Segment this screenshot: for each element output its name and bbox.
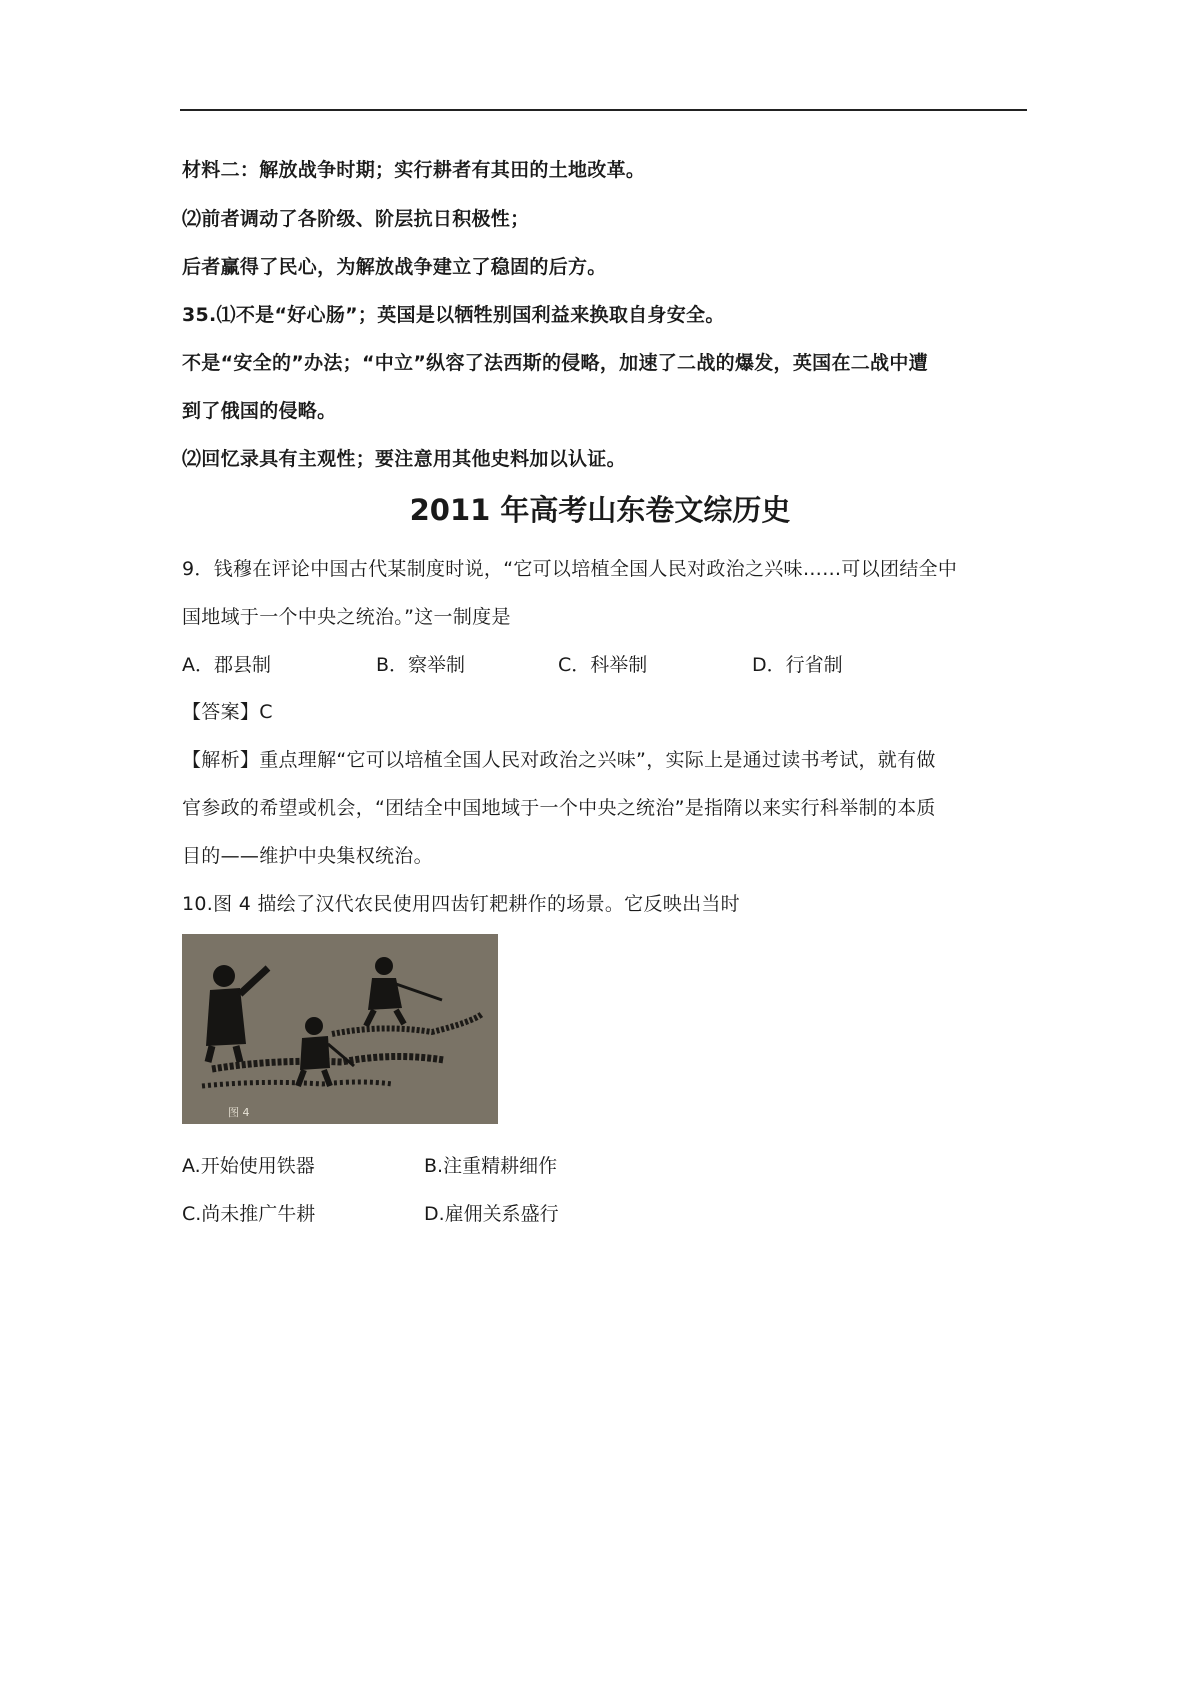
answer-2-continued-line: 后者赢得了民心，为解放战争建立了稳固的后方。	[182, 256, 607, 278]
q10-option-d: D.雇佣关系盛行	[424, 1203, 559, 1225]
q9-analysis-line2: 官参政的希望或机会，“团结全中国地域于一个中央之统治”是指隋以来实行科举制的本质	[182, 797, 936, 819]
answer-2-line: ⑵前者调动了各阶级、阶层抗日积极性；	[182, 208, 530, 230]
q9-option-b: B．察举制	[376, 654, 466, 676]
material-two-line: 材料二：解放战争时期；实行耕者有其田的土地改革。	[182, 159, 646, 181]
q9-stem-line1: 9．钱穆在评论中国古代某制度时说，“它可以培植全国人民对政治之兴味……可以团结全中	[182, 558, 958, 580]
q9-stem-line2: 国地域于一个中央之统治。”这一制度是	[182, 606, 511, 628]
q10-option-b: B.注重精耕细作	[424, 1155, 558, 1177]
q35-answer-1-end-line: 到了俄国的侵略。	[182, 400, 337, 422]
q9-analysis-line3: 目的——维护中央集权统治。	[182, 845, 433, 867]
q10-option-c: C.尚未推广牛耕	[182, 1203, 316, 1225]
header-rule	[180, 109, 1027, 111]
q9-option-d: D．行省制	[752, 654, 843, 676]
figure-caption: 图 4	[228, 1106, 250, 1119]
q9-option-a: A．郡县制	[182, 654, 271, 676]
figure-4-farming-scene	[182, 934, 498, 1124]
q10-stem: 10.图 4 描绘了汉代农民使用四齿钉耙耕作的场景。它反映出当时	[182, 893, 740, 915]
q9-answer: 【答案】C	[182, 701, 273, 723]
q35-answer-1-line: 35.⑴不是“好心肠”；英国是以牺牲别国利益来换取自身安全。	[182, 304, 725, 326]
section-title: 2011 年高考山东卷文综历史	[409, 493, 791, 527]
q9-analysis-line1: 【解析】重点理解“它可以培植全国人民对政治之兴味”，实际上是通过读书考试，就有做	[182, 749, 936, 771]
q9-option-c: C．科举制	[558, 654, 648, 676]
farming-scene-illustration	[182, 934, 498, 1124]
q10-option-a: A.开始使用铁器	[182, 1155, 315, 1177]
q35-answer-2-line: ⑵回忆录具有主观性；要注意用其他史料加以认证。	[182, 448, 626, 470]
q35-answer-1-continued-line: 不是“安全的”办法；“中立”纵容了法西斯的侵略，加速了二战的爆发，英国在二战中遭	[182, 352, 928, 374]
